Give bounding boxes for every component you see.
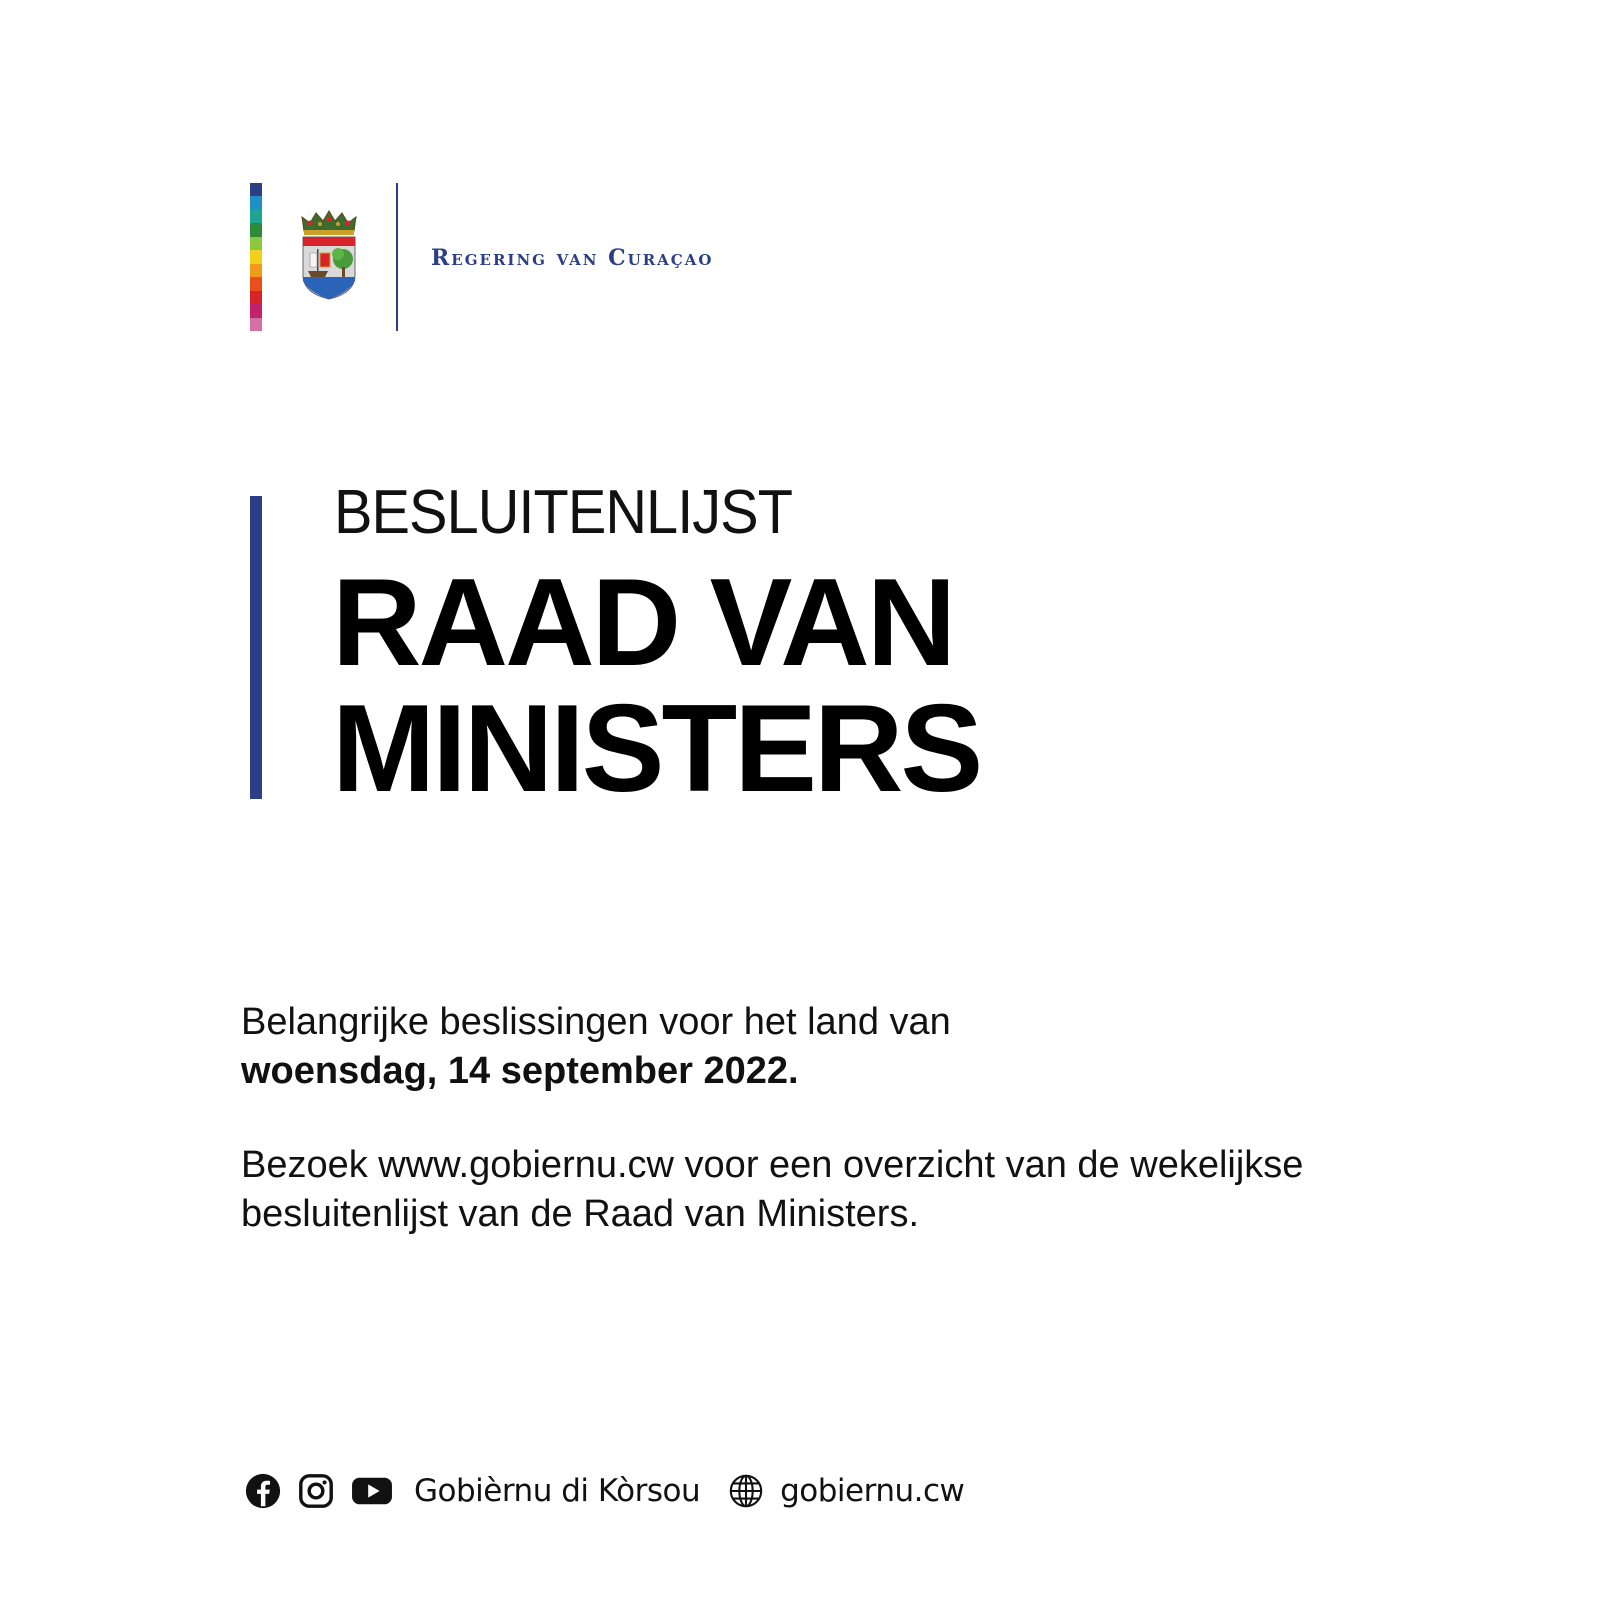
title-line-1: RAAD VAN xyxy=(332,554,954,692)
logo-divider xyxy=(396,183,398,331)
visit-text: Bezoek www.gobiernu.cw voor een overzicht van de wekelijkse besluitenlijst van de Raad van Ministers. xyxy=(241,1144,1304,1235)
instagram-icon[interactable] xyxy=(297,1472,335,1510)
website-link[interactable]: gobiernu.cw xyxy=(780,1473,965,1509)
meeting-date: woensdag, 14 september 2022. xyxy=(241,1050,799,1092)
government-logo xyxy=(250,183,770,331)
title-line-2: MINISTERS xyxy=(332,680,981,818)
title-accent-bar xyxy=(250,496,262,799)
globe-icon xyxy=(727,1472,765,1510)
page-title xyxy=(332,554,981,818)
body-text xyxy=(241,998,1401,1239)
footer xyxy=(244,1466,964,1516)
title-kicker: BESLUITENLIJST xyxy=(334,478,793,547)
social-handle[interactable]: Gobièrnu di Kòrsou xyxy=(414,1473,701,1509)
coat-of-arms-icon xyxy=(298,209,360,301)
government-name: Regering van Curaçao xyxy=(431,245,714,271)
intro-text: Belangrijke beslissingen voor het land van xyxy=(241,1001,951,1043)
color-stripe xyxy=(250,183,262,331)
facebook-icon[interactable] xyxy=(244,1472,282,1510)
youtube-icon[interactable] xyxy=(350,1472,394,1510)
